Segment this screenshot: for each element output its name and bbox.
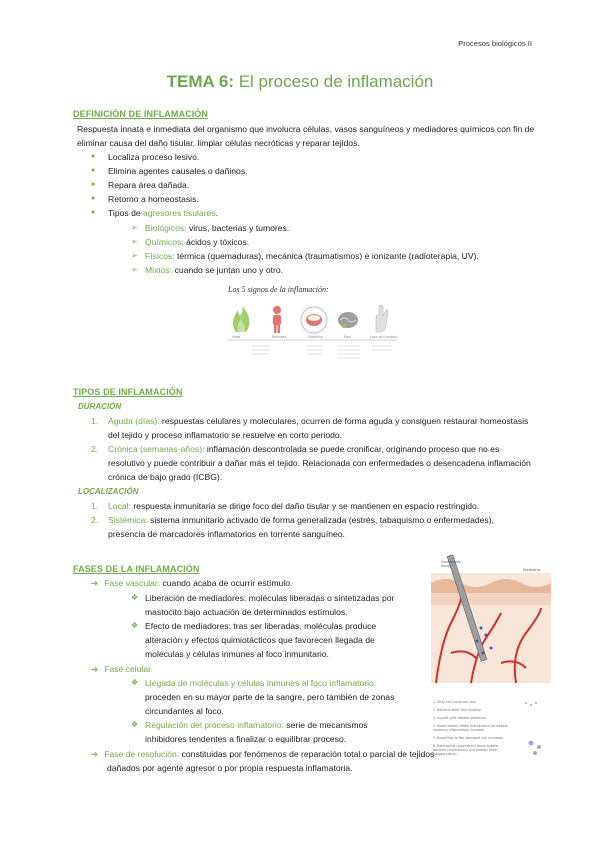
list-item: ❖ Regulación del proceso inflamatorio: serie de mecanismos inhibidores tendentes a finalizar o equilibrar proceso.: [131, 720, 368, 744]
fase-name: Fase celular: [104, 664, 152, 674]
fase-vascular: ➔ Fase vascular: cuando acaba de ocurrir estímulo.: [91, 578, 293, 588]
agresor-name: Físicos:: [145, 251, 175, 261]
item-number: 2.: [91, 444, 99, 454]
list-item: ● Repara área dañada.: [91, 178, 248, 192]
item-name: Regulación del proceso inflamatorio:: [145, 720, 285, 730]
svg-text:bacteria (chemotaxis) and dest: bacteria (chemotaxis) and destroy them: [433, 748, 498, 752]
list-item: [131, 221, 479, 235]
svg-text:Pain: Pain: [344, 335, 352, 339]
celular-items: [131, 676, 411, 746]
definicion-text: Respuesta innata e inmediata del organismo que involucra células, vasos sanguíneos y mediadores químicos con fin de eliminar causa del daño tisular, limpiar células necróticas y reparar tejidos.: [77, 124, 535, 148]
page-header: Procesos biológicos II: [458, 39, 532, 48]
inflammation-signs-figure: [222, 296, 402, 374]
list-item: ❖ Efecto de mediadores: tras ser liberadas, moléculas produce alteración y efectos quimiotácticos que favorecen llegada de moléculas y células inmunes al foco inmunitario.: [131, 621, 377, 659]
list-item: ● Elimina agentes causales o dañinos.: [91, 164, 248, 178]
item-desc: respuestas celulares y moleculares, ocurren de forma aguda y consiguen restaurar homeostasis del tejido y proceso inflamatorio se resuelve en corto periodo.: [108, 416, 529, 440]
agresores-list: [131, 221, 479, 277]
section-heading-definicion: DEFINICIÓN DE INFLAMACIÓN: [73, 109, 208, 119]
localizacion-list: [91, 499, 531, 541]
svg-text:Swelling: Swelling: [308, 335, 323, 339]
svg-text:6. Neutrophils (polymorph) mov: 6. Neutrophils (polymorph) move toward: [433, 744, 498, 748]
title-prefix: TEMA 6:: [166, 72, 234, 91]
agresor-desc: cuando se juntan uno y otro.: [172, 265, 284, 275]
item-desc: proceden en su mayor parte de la sangre, pero también de zonas circundantes al foco.: [145, 692, 395, 716]
item-number: 1.: [91, 416, 99, 426]
list-item: ● Localiza proceso lesivo.: [91, 150, 248, 164]
fase-name: Fase de resolución:: [104, 749, 180, 759]
svg-text:Redness: Redness: [272, 335, 287, 339]
list-item: [91, 442, 531, 484]
svg-text:Connective: Connective: [441, 560, 461, 564]
list-item: ❖ Llegada de moléculas y células inmunes al foco inflamatorio: proceden en su mayor parte de la sangre, pero también de zonas circundantes al foco.: [131, 678, 395, 716]
agresor-name: Químicos:: [145, 237, 184, 247]
loss-of-function-icon: [376, 305, 388, 332]
list-item-tipos: [91, 206, 248, 220]
svg-text:Epidermis: Epidermis: [523, 568, 541, 572]
item-desc: respuesta inmunitaria se dirige foco del daño tisular y se mantienen en espacio restringido.: [130, 501, 480, 511]
item-name: Crónica (semanas-años):: [108, 444, 205, 454]
item-desc: sistema inmunitario activado de forma generalizada (estrés, tabaquismo o enfermedades), presencia de marcadores inflamatorios en torrente sanguíneo.: [108, 515, 494, 539]
svg-text:Loss of function: Loss of function: [370, 335, 398, 339]
list-item: [91, 513, 531, 541]
svg-text:4. Blood vessels dilate and be: 4. Blood vessels dilate and become permeable,: [433, 724, 509, 728]
svg-text:5. Blood flow to the damaged s: 5. Blood flow to the damaged site increases.: [433, 736, 505, 740]
tipos-highlight: agresores tisulares: [143, 208, 216, 218]
vascular-items: [131, 591, 411, 661]
svg-text:2. Bacteria enter and multiply: 2. Bacteria enter and multiply.: [433, 708, 482, 712]
list-item: [91, 499, 531, 513]
heat-icon: [233, 306, 250, 332]
item-name: Liberación de mediadores:: [145, 593, 247, 603]
item-desc: serie de mecanismos inhibidores tendentes a finalizar o equilibrar proceso.: [145, 720, 368, 744]
item-name: Local:: [108, 501, 131, 511]
duracion-list: [91, 414, 531, 484]
duracion-label: DURACIÓN: [78, 402, 122, 411]
localizacion-label: LOCALIZACIÓN: [78, 487, 139, 496]
item-name: Llegada de moléculas y células inmunes al foco inflamatorio:: [145, 678, 377, 688]
agresor-desc: virus, bacterias y tumores.: [186, 223, 290, 233]
redness-icon: [273, 306, 281, 333]
svg-text:tissue: tissue: [441, 564, 452, 568]
item-name: Sistémica:: [108, 515, 148, 525]
title-rest: El proceso de inflamación: [233, 72, 434, 91]
item-desc: inflamación descontrolada se puede cronificar, originando proceso que no es resolutivo y puede contribuir a dañar más el tejido. Relacionada con enfermedades o desencadena inflamación crónica de bajo grado (ICBG).: [108, 444, 531, 482]
section-heading-fases: FASES DE LA INFLAMACIÓN: [73, 564, 200, 574]
item-name: Aguda (días):: [108, 416, 160, 426]
fase-name: Fase vascular:: [104, 578, 161, 588]
list-item: ❖ Liberación de mediadores: moléculas liberadas o sintetizadas por mastocito bajo actuación de determinados estímulos.: [131, 593, 395, 617]
definicion-bullets: [91, 150, 248, 220]
item-number: 2.: [91, 515, 99, 525]
agresor-name: Biológicos:: [145, 223, 187, 233]
tipos-label: Tipos de: [108, 208, 144, 218]
svg-text:3. Injured cells release hista: 3. Injured cells release histamine.: [433, 716, 487, 720]
svg-text:Heat: Heat: [232, 335, 241, 339]
fase-desc: constituidas por fenómenos de reparación total o parcial de tejidos dañados por agente agresor o por propia respuesta inflamatoria.: [107, 749, 435, 773]
svg-text:(phagocytosis).: (phagocytosis).: [433, 752, 458, 756]
list-item: [131, 249, 479, 263]
pain-icon: [338, 312, 358, 328]
agresor-name: Mixtos:: [145, 265, 173, 275]
section-heading-tipos: TIPOS DE INFLAMACIÓN: [73, 387, 183, 397]
fase-resolucion: ➔ Fase de resolución: constituidas por fenómenos de reparación total o parcial de tejidos dañados por agente agresor o por propia respuesta inflamatoria.: [91, 749, 435, 773]
list-item: ● Retorno a homeostasis.: [91, 192, 248, 206]
fase-desc: cuando acaba de ocurrir estímulo.: [160, 578, 293, 588]
agresor-desc: térmica (quemaduras), mecánica (traumatismos) e ionizante (radioterapia, UV).: [174, 251, 479, 261]
inflammation-diagram-figure: [431, 553, 551, 767]
item-number: 1.: [91, 501, 99, 511]
fase-celular: ➔ Fase celular: [91, 664, 152, 674]
page-title: [0, 72, 600, 92]
list-item: [131, 263, 479, 277]
item-desc: tras ser liberadas, moléculas produce alteración y efectos quimiotácticos que favorecen llegada de moléculas y células inmunes al foco inmunitario.: [145, 621, 377, 659]
swelling-icon: [301, 307, 327, 333]
svg-text:1. Dirty nail punctures skin.: 1. Dirty nail punctures skin.: [433, 700, 477, 704]
svg-text:releasing inflammatory exudate: releasing inflammatory exudate.: [433, 728, 486, 732]
item-desc: moléculas liberadas o sintetizadas por mastocito bajo actuación de determinados estímulos.: [145, 593, 395, 617]
tipos-end: .: [215, 208, 219, 218]
list-item: [91, 414, 531, 442]
figure-caption: Los 5 signos de la inflamación:: [228, 285, 329, 294]
item-name: Efecto de mediadores:: [145, 621, 231, 631]
list-item: [131, 235, 479, 249]
agresor-desc: ácidos y tóxicos.: [183, 237, 250, 247]
